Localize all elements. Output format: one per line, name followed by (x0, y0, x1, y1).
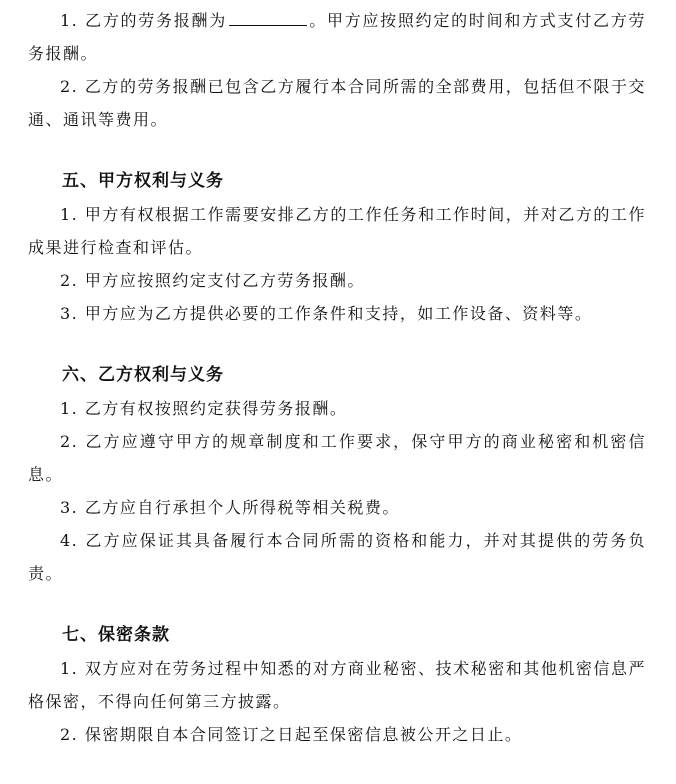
section5-item1: 1. 甲方有权根据工作需要安排乙方的工作任务和工作时间，并对乙方的工作成果进行检查和评估。 (28, 205, 646, 257)
section6-item1: 1. 乙方有权按照约定获得劳务报酬。 (60, 399, 348, 418)
section6-item4: 4. 乙方应保证其具备履行本合同所需的资格和能力，并对其提供的劳务负责。 (28, 531, 646, 583)
section6-title: 六、乙方权利与义务 (62, 365, 224, 385)
section6-item3: 3. 乙方应自行承担个人所得税等相关税费。 (60, 498, 400, 517)
section4-item2: 2. 乙方的劳务报酬已包含乙方履行本合同所需的全部费用，包括但不限于交通、通讯等费用。 (28, 77, 646, 129)
section5-title: 五、甲方权利与义务 (62, 171, 224, 191)
section7-title: 七、保密条款 (62, 625, 170, 645)
section-gap (28, 136, 646, 165)
section7-item1: 1. 双方应对在劳务过程中知悉的对方商业秘密、技术秘密和其他机密信息严格保密，不得向任何第三方披露。 (28, 659, 646, 711)
section4-item1-text-after: 。甲方应按照约定的时间和方式支付乙方劳务报酬。 (28, 11, 646, 63)
section4-item1 (28, 4, 646, 70)
section-gap (28, 590, 646, 619)
section6-item2: 2. 乙方应遵守甲方的规章制度和工作要求，保守甲方的商业秘密和机密信息。 (28, 432, 646, 484)
section-gap (28, 330, 646, 359)
section5-item2: 2. 甲方应按照约定支付乙方劳务报酬。 (60, 271, 365, 290)
section4-item1-text-before: 1. 乙方的劳务报酬为 (60, 11, 227, 30)
section7-item2: 2. 保密期限自本合同签订之日起至保密信息被公开之日止。 (60, 725, 523, 744)
remuneration-blank-line (229, 11, 307, 26)
section5-item3: 3. 甲方应为乙方提供必要的工作条件和支持，如工作设备、资料等。 (60, 304, 593, 323)
